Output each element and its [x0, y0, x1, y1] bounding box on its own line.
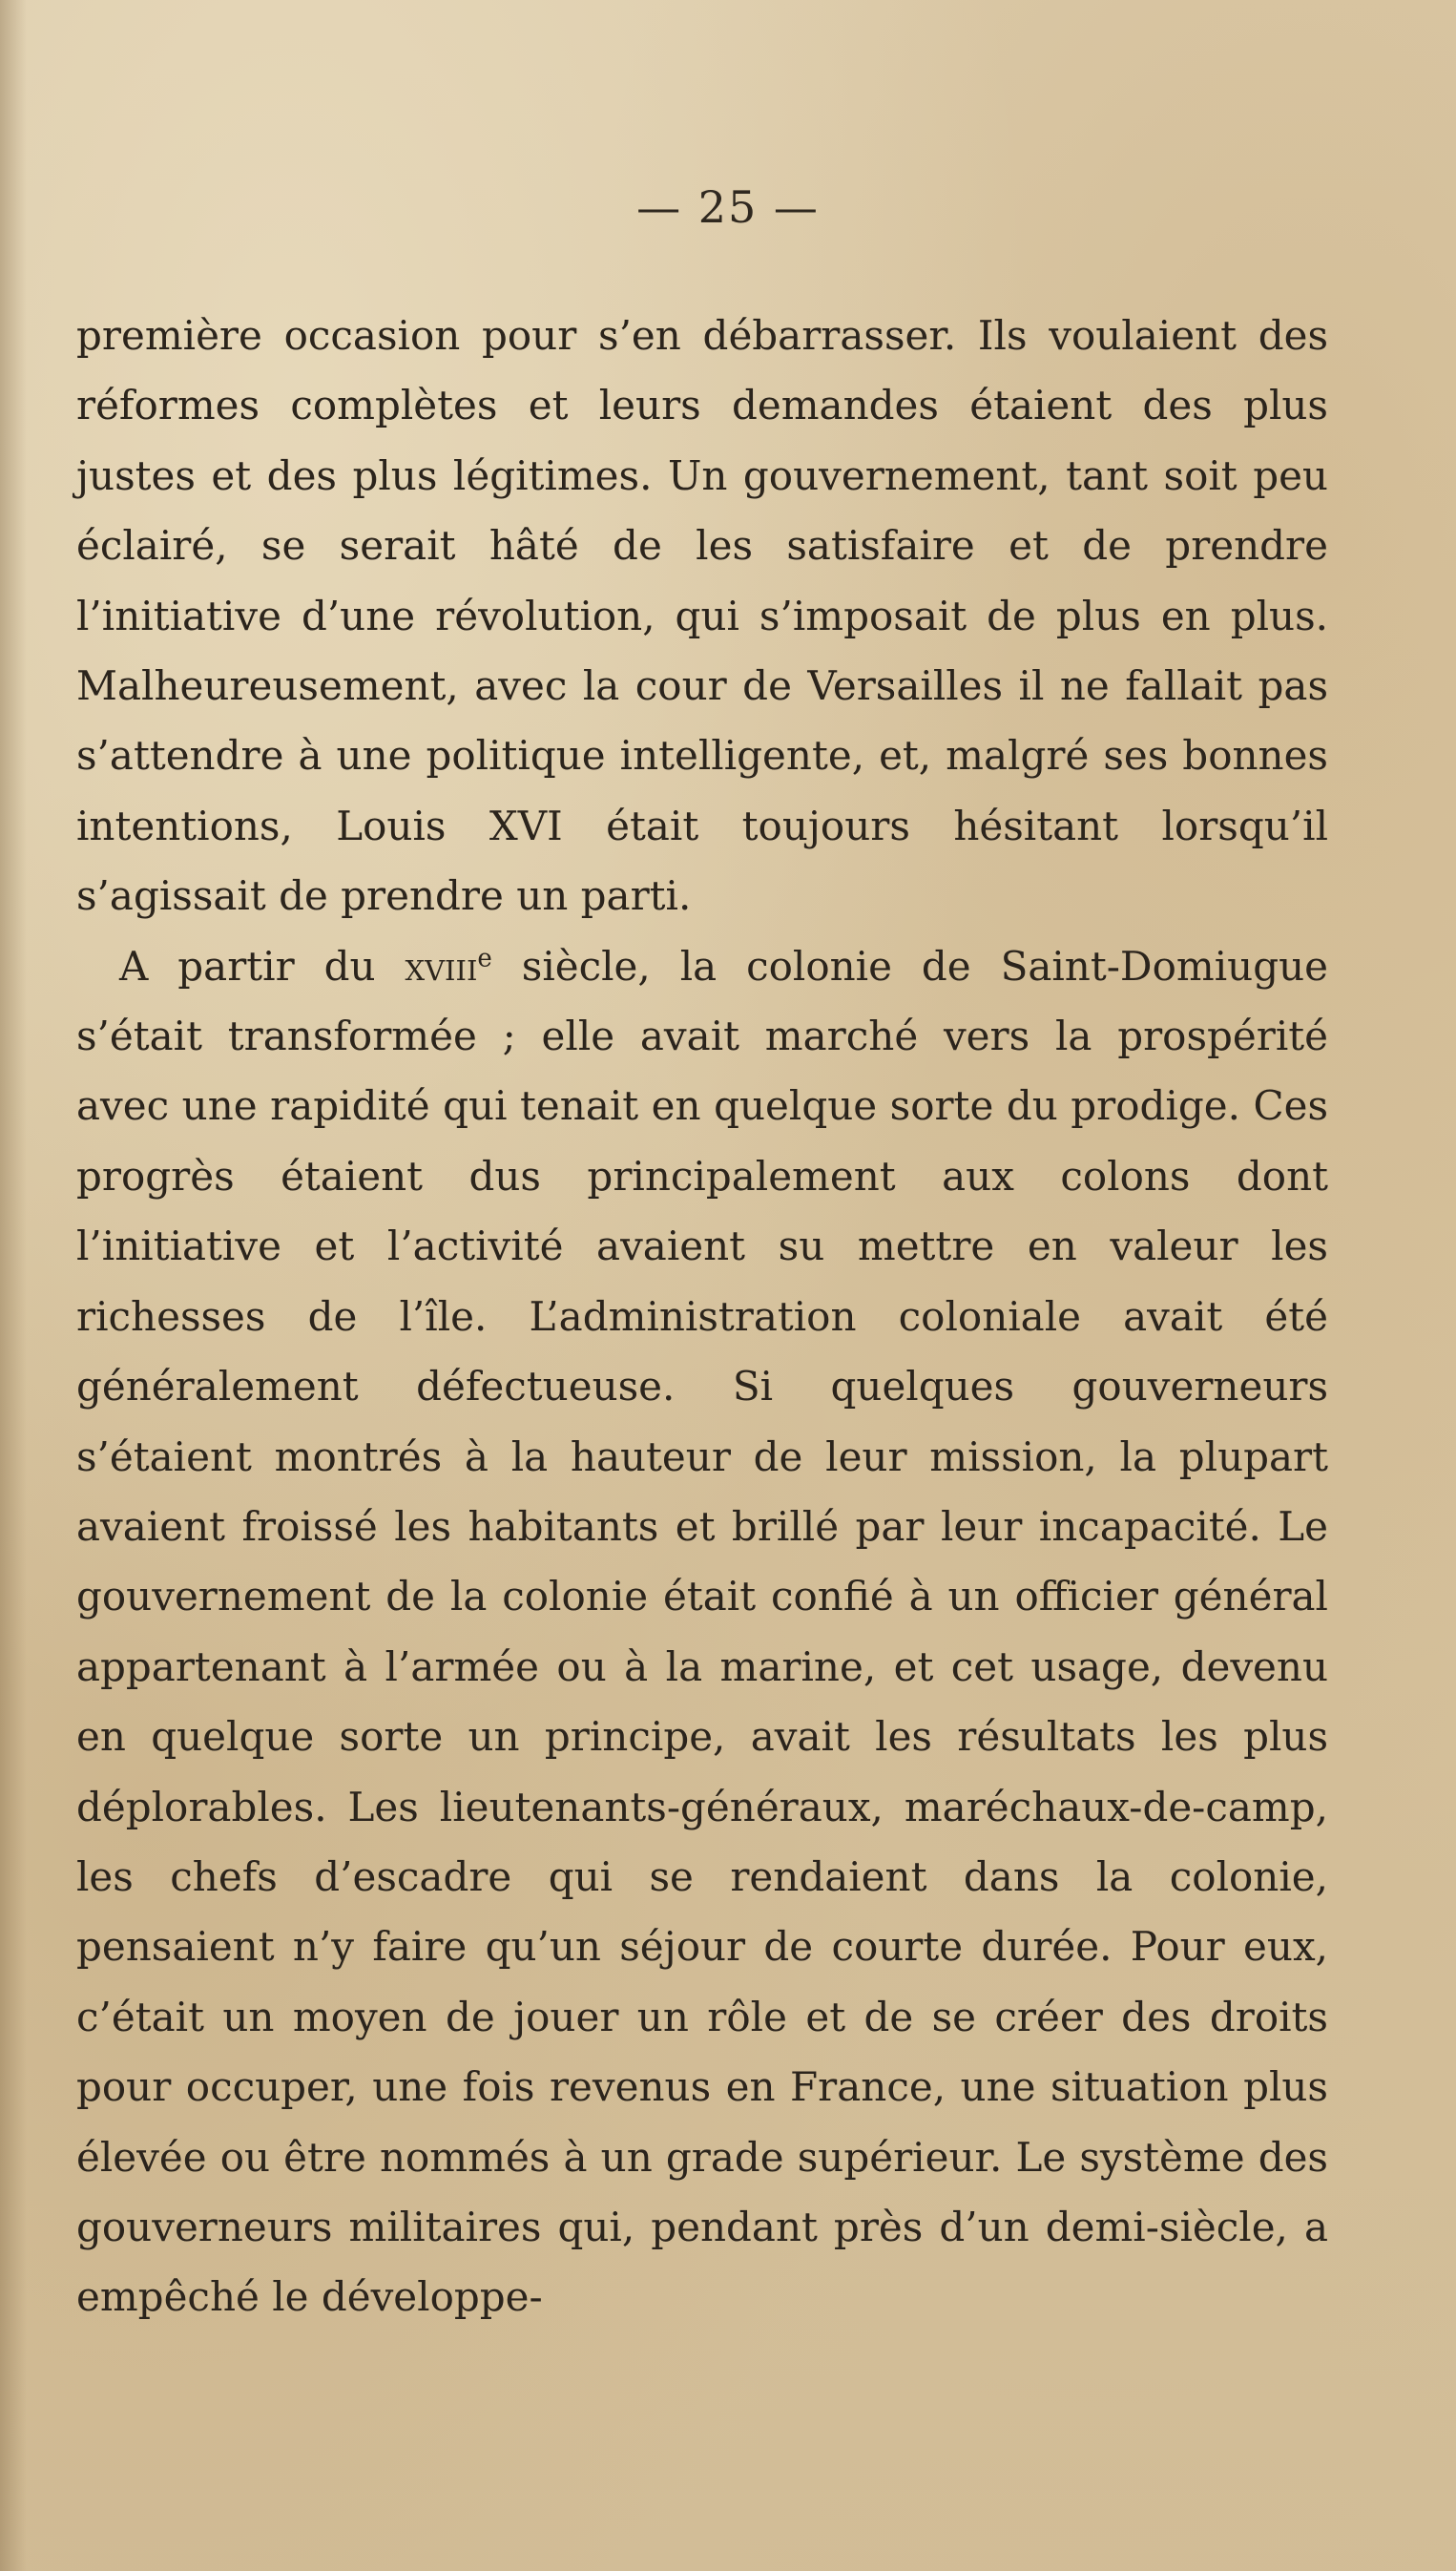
paragraph-saint-domingue	[76, 931, 1328, 2332]
paragraph-body: siècle, la colonie de Saint-Domiugue s’était transformée ; elle avait marché vers la prospérité avec une rapidité qui tenait en quelque sorte du prodige. Ces progrès étaient dus principalement aux colons dont l’initiative et l’activité avaient su mettre en valeur les richesses de l’île. L’administration coloniale avait été généralement défectueuse. Si quelques gouverneurs s’étaient montrés à la hauteur de leur mission, la plupart avaient froissé les habitants et brillé par leur incapacité. Le gouvernement de la colonie était confié à un officier général appartenant à l’armée ou à la marine, et cet usage, devenu en quelque sorte un principe, avait les résultats les plus déplorables. Les lieutenants-généraux, maréchaux-de-camp, les chefs d’escadre qui se rendaient dans la colonie, pensaient n’y faire qu’un séjour de courte durée. Pour eux, c’était un moyen de jouer un rôle et de se créer des droits pour occuper, une fois revenus en France, une situation plus élevée ou être nommés à un grade supérieur. Le système des gouverneurs militaires qui, pendant près d’un demi-siècle, a empêché le développe-	[76, 942, 1328, 2321]
body-text	[76, 301, 1328, 2332]
paragraph-continuation: première occasion pour s’en débarrasser. Ils voulaient des réformes complètes et leurs demandes étaient des plus justes et des plus légitimes. Un gouvernement, tant soit peu éclairé, se serait hâté de les satisfaire et de prendre l’initiative d’une révolution, qui s’imposait de plus en plus. Malheureusement, avec la cour de Versailles il ne fallait pas s’attendre à une politique intelligente, et, malgré ses bonnes intentions, Louis XVI était toujours hésitant lorsqu’il s’agissait de prendre un parti.	[76, 312, 1328, 920]
page-binding-shadow	[0, 0, 27, 2571]
page-number: — 25 —	[636, 181, 820, 233]
paragraph-lead: A partir du	[119, 942, 406, 990]
century-suffix: e	[477, 944, 492, 973]
century-numeral: xviii	[405, 942, 478, 990]
